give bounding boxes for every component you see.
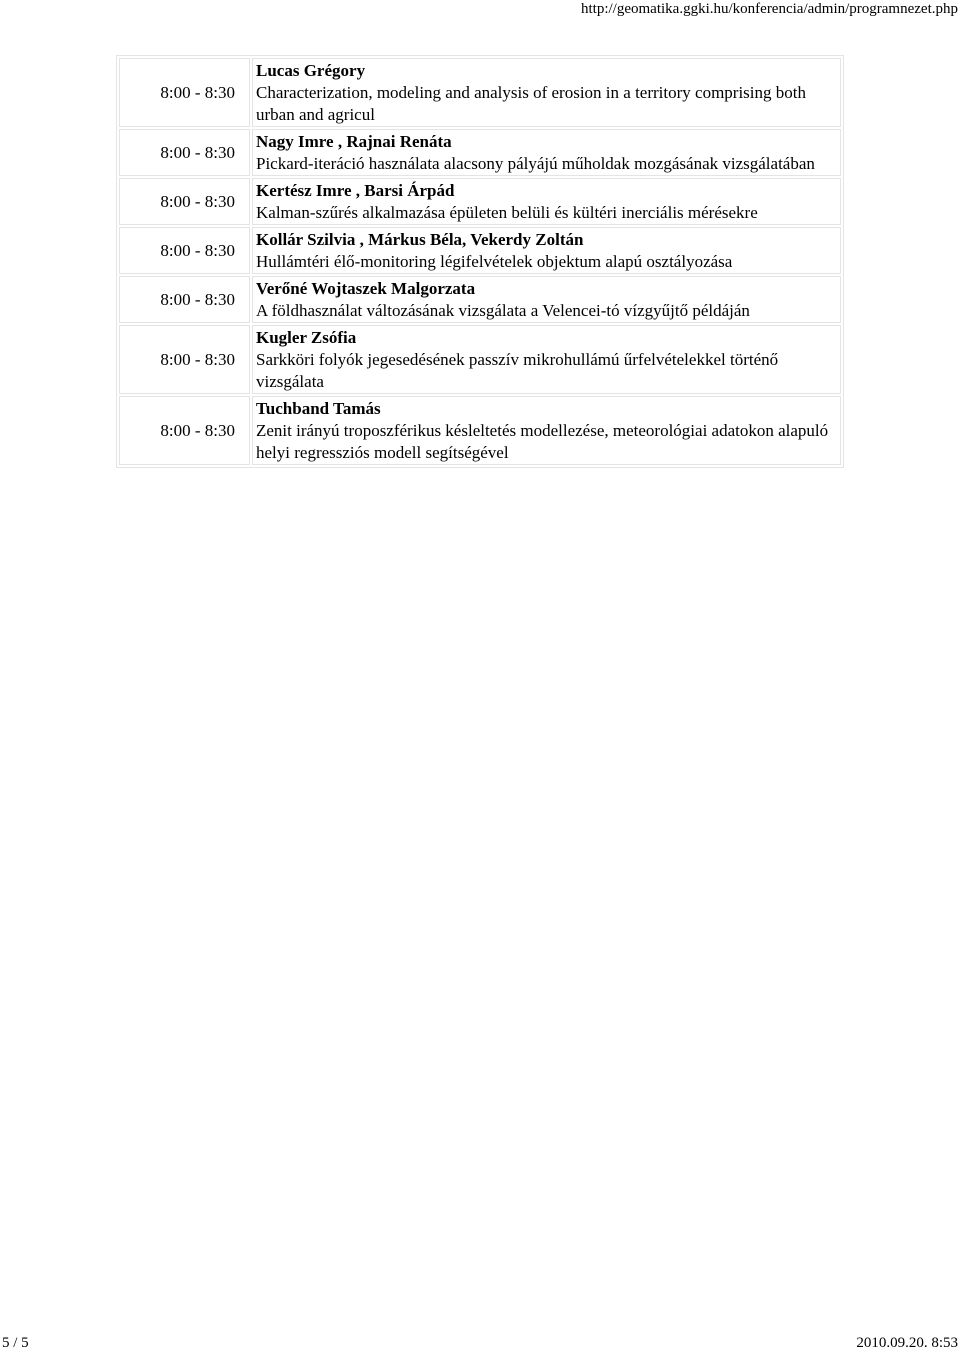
session-time: 8:00 - 8:30: [119, 129, 250, 176]
session-time: 8:00 - 8:30: [119, 227, 250, 274]
program-schedule-table: [116, 55, 844, 468]
session-time: 8:00 - 8:30: [119, 178, 250, 225]
speaker-name: Tuchband Tamás: [256, 399, 381, 418]
session-time: 8:00 - 8:30: [119, 58, 250, 127]
table-row: [119, 129, 841, 176]
speaker-name: Kollár Szilvia , Márkus Béla, Vekerdy Zoltán: [256, 230, 584, 249]
page-number: 5 / 5: [2, 1335, 29, 1351]
session-details: [252, 325, 841, 394]
session-time: 8:00 - 8:30: [119, 276, 250, 323]
session-details: [252, 178, 841, 225]
table-row: [119, 276, 841, 323]
session-details: [252, 129, 841, 176]
speaker-name: Verőné Wojtaszek Malgorzata: [256, 279, 476, 298]
page-url: http://geomatika.ggki.hu/konferencia/admin/programnezet.php: [581, 1, 958, 17]
speaker-name: Lucas Grégory: [256, 61, 366, 80]
table-row: [119, 58, 841, 127]
session-details: [252, 58, 841, 127]
talk-title: Zenit irányú troposzférikus késleltetés modellezése, meteorológiai adatokon alapuló helyi regressziós modell segítségével: [256, 421, 829, 462]
table-row: [119, 227, 841, 274]
talk-title: Sarkköri folyók jegesedésének passzív mikrohullámú űrfelvételekkel történő vizsgálata: [256, 350, 779, 391]
print-datetime: 2010.09.20. 8:53: [856, 1335, 958, 1351]
session-details: [252, 396, 841, 465]
talk-title: Kalman-szűrés alkalmazása épületen belüli és kültéri inerciális mérésekre: [256, 203, 758, 222]
session-time: 8:00 - 8:30: [119, 325, 250, 394]
speaker-name: Nagy Imre , Rajnai Renáta: [256, 132, 452, 151]
talk-title: Characterization, modeling and analysis of erosion in a territory comprising both urban and agricul: [256, 83, 806, 124]
speaker-name: Kertész Imre , Barsi Árpád: [256, 181, 455, 200]
talk-title: Hullámtéri élő-monitoring légifelvételek objektum alapú osztályozása: [256, 252, 733, 271]
speaker-name: Kugler Zsófia: [256, 328, 357, 347]
session-details: [252, 227, 841, 274]
table-row: [119, 178, 841, 225]
session-details: [252, 276, 841, 323]
talk-title: A földhasználat változásának vizsgálata a Velencei-tó vízgyűjtő példáján: [256, 301, 750, 320]
talk-title: Pickard-iteráció használata alacsony pályájú műholdak mozgásának vizsgálatában: [256, 154, 815, 173]
table-row: [119, 325, 841, 394]
table-row: [119, 396, 841, 465]
session-time: 8:00 - 8:30: [119, 396, 250, 465]
